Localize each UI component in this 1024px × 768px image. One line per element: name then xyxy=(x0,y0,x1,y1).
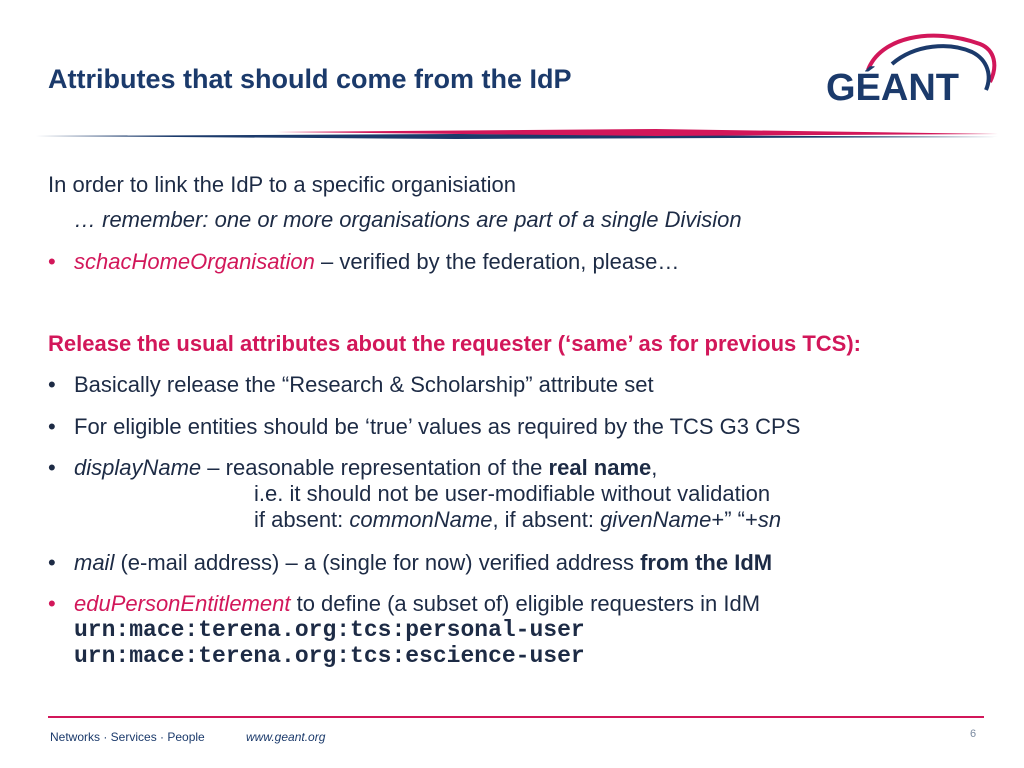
footer-url[interactable]: www.geant.org xyxy=(246,730,326,744)
slide-body xyxy=(48,172,988,669)
displayname-line3: if absent: commonName, if absent: givenName+” “+sn xyxy=(254,507,782,532)
bullet-mail: • mail (e-mail address) – a (single for now) verified address from the IdM xyxy=(48,550,773,575)
bullet-schac: • schacHomeOrganisation – verified by the federation, please… xyxy=(48,249,680,274)
geant-logo xyxy=(820,26,1000,110)
bullet-marker: • xyxy=(48,591,56,616)
bullet-rs: • Basically release the “Research & Scholarship” attribute set xyxy=(48,372,654,397)
bullet-entitlement: • eduPersonEntitlement to define (a subset of) eligible requesters in IdM xyxy=(48,591,761,616)
urn-personal-user: urn:mace:terena.org:tcs:personal-user xyxy=(74,617,585,643)
bullet-marker: • xyxy=(48,249,56,274)
release-heading: Release the usual attributes about the requester (‘same’ as for previous TCS): xyxy=(48,331,862,356)
remember-line: … remember: one or more organisations are part of a single Division xyxy=(74,207,742,232)
footer-tagline: Networks · Services · People xyxy=(50,730,205,744)
bullet-eligible: • For eligible entities should be ‘true’ values as required by the TCS G3 CPS xyxy=(48,414,801,439)
footer-rule xyxy=(48,716,984,718)
bullet-marker: • xyxy=(48,372,56,397)
displayname-line2: i.e. it should not be user-modifiable without validation xyxy=(254,481,771,506)
bullet-marker: • xyxy=(48,550,56,575)
intro-line: In order to link the IdP to a specific organisiation xyxy=(48,172,516,197)
bullet-marker: • xyxy=(48,455,56,480)
bullet-marker: • xyxy=(48,414,56,439)
urn-escience-user: urn:mace:terena.org:tcs:escience-user xyxy=(74,643,585,669)
bullet-displayname: • displayName – reasonable representation of the real name, xyxy=(48,455,658,480)
slide-title: Attributes that should come from the IdP xyxy=(48,64,572,94)
header-rule xyxy=(36,128,998,140)
logo-text: GÉANT xyxy=(826,67,959,109)
page-number: 6 xyxy=(970,728,977,740)
